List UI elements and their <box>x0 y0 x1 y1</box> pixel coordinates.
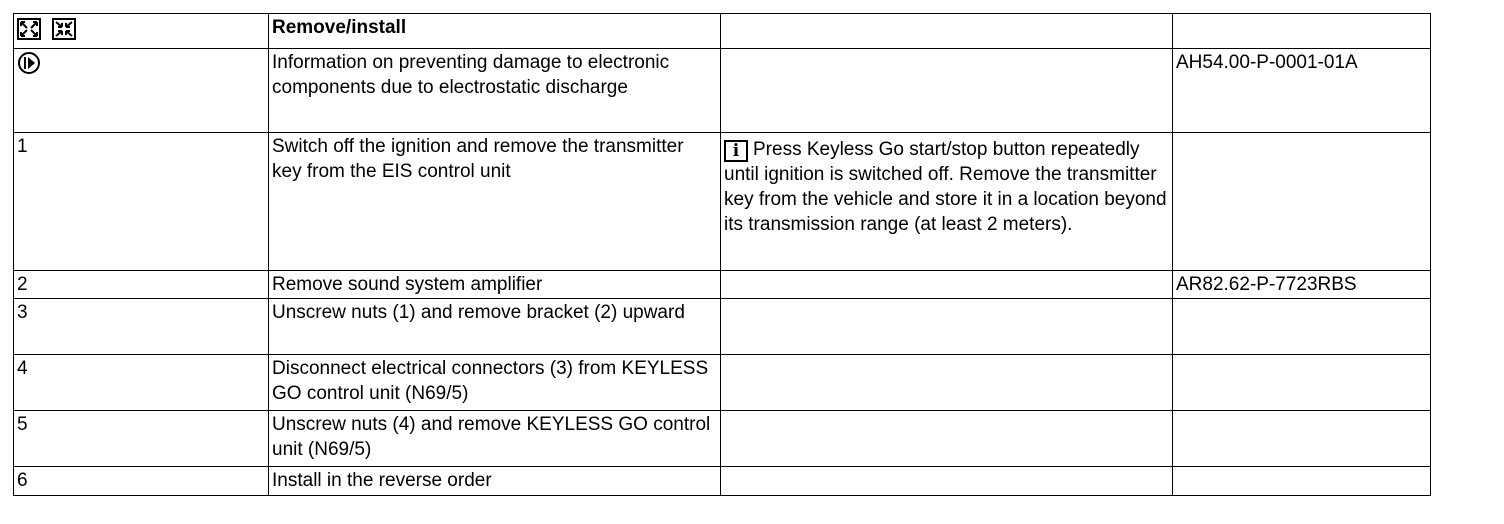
table-row <box>14 467 1431 496</box>
step-cell <box>14 49 269 133</box>
step-number: 1 <box>14 133 269 271</box>
step-ref-cell <box>1173 355 1431 411</box>
section-title: Remove/install <box>269 14 721 49</box>
header-note-cell <box>721 14 1173 49</box>
expand-icon[interactable] <box>17 18 41 47</box>
step-text: Remove sound system amplifier <box>269 271 721 299</box>
step-ref-cell <box>1173 133 1431 271</box>
step-note <box>721 467 1173 496</box>
table-row <box>14 411 1431 467</box>
step-number: 5 <box>14 411 269 467</box>
header-ref-cell <box>1173 14 1431 49</box>
procedure-table <box>13 13 1431 496</box>
step-note-cell <box>721 133 1173 271</box>
step-note <box>721 355 1173 411</box>
esd-warning-icon <box>17 51 41 82</box>
collapse-icon[interactable] <box>52 18 76 47</box>
header-row <box>14 14 1431 49</box>
step-number: 4 <box>14 355 269 411</box>
step-ref-link[interactable]: AR82.62-P-7723RBS <box>1173 271 1431 299</box>
step-ref-link[interactable]: AH54.00-P-0001-01A <box>1173 49 1431 133</box>
step-text: Install in the reverse order <box>269 467 721 496</box>
table-row <box>14 299 1431 355</box>
table-row <box>14 133 1431 271</box>
step-number: 6 <box>14 467 269 496</box>
table-row <box>14 271 1431 299</box>
info-icon: i <box>724 140 748 162</box>
step-number: 3 <box>14 299 269 355</box>
step-number: 2 <box>14 271 269 299</box>
step-ref-cell <box>1173 467 1431 496</box>
header-icons-cell <box>14 14 269 49</box>
step-note <box>721 299 1173 355</box>
step-note <box>721 411 1173 467</box>
step-note: Press Keyless Go start/stop button repeatedly until ignition is switched off. Remove the transmitter key from the vehicle and store it in a location beyond its transmission range (at least 2 meters). <box>724 139 1167 235</box>
step-ref-cell <box>1173 411 1431 467</box>
step-text: Information on preventing damage to electronic components due to electrostatic discharge <box>269 49 721 133</box>
step-text: Unscrew nuts (1) and remove bracket (2) upward <box>269 299 721 355</box>
table-row <box>14 355 1431 411</box>
step-note <box>721 49 1173 133</box>
step-note <box>721 271 1173 299</box>
table-row <box>14 49 1431 133</box>
step-text: Switch off the ignition and remove the transmitter key from the EIS control unit <box>269 133 721 271</box>
step-text: Unscrew nuts (4) and remove KEYLESS GO control unit (N69/5) <box>269 411 721 467</box>
step-ref-cell <box>1173 299 1431 355</box>
step-text: Disconnect electrical connectors (3) from KEYLESS GO control unit (N69/5) <box>269 355 721 411</box>
